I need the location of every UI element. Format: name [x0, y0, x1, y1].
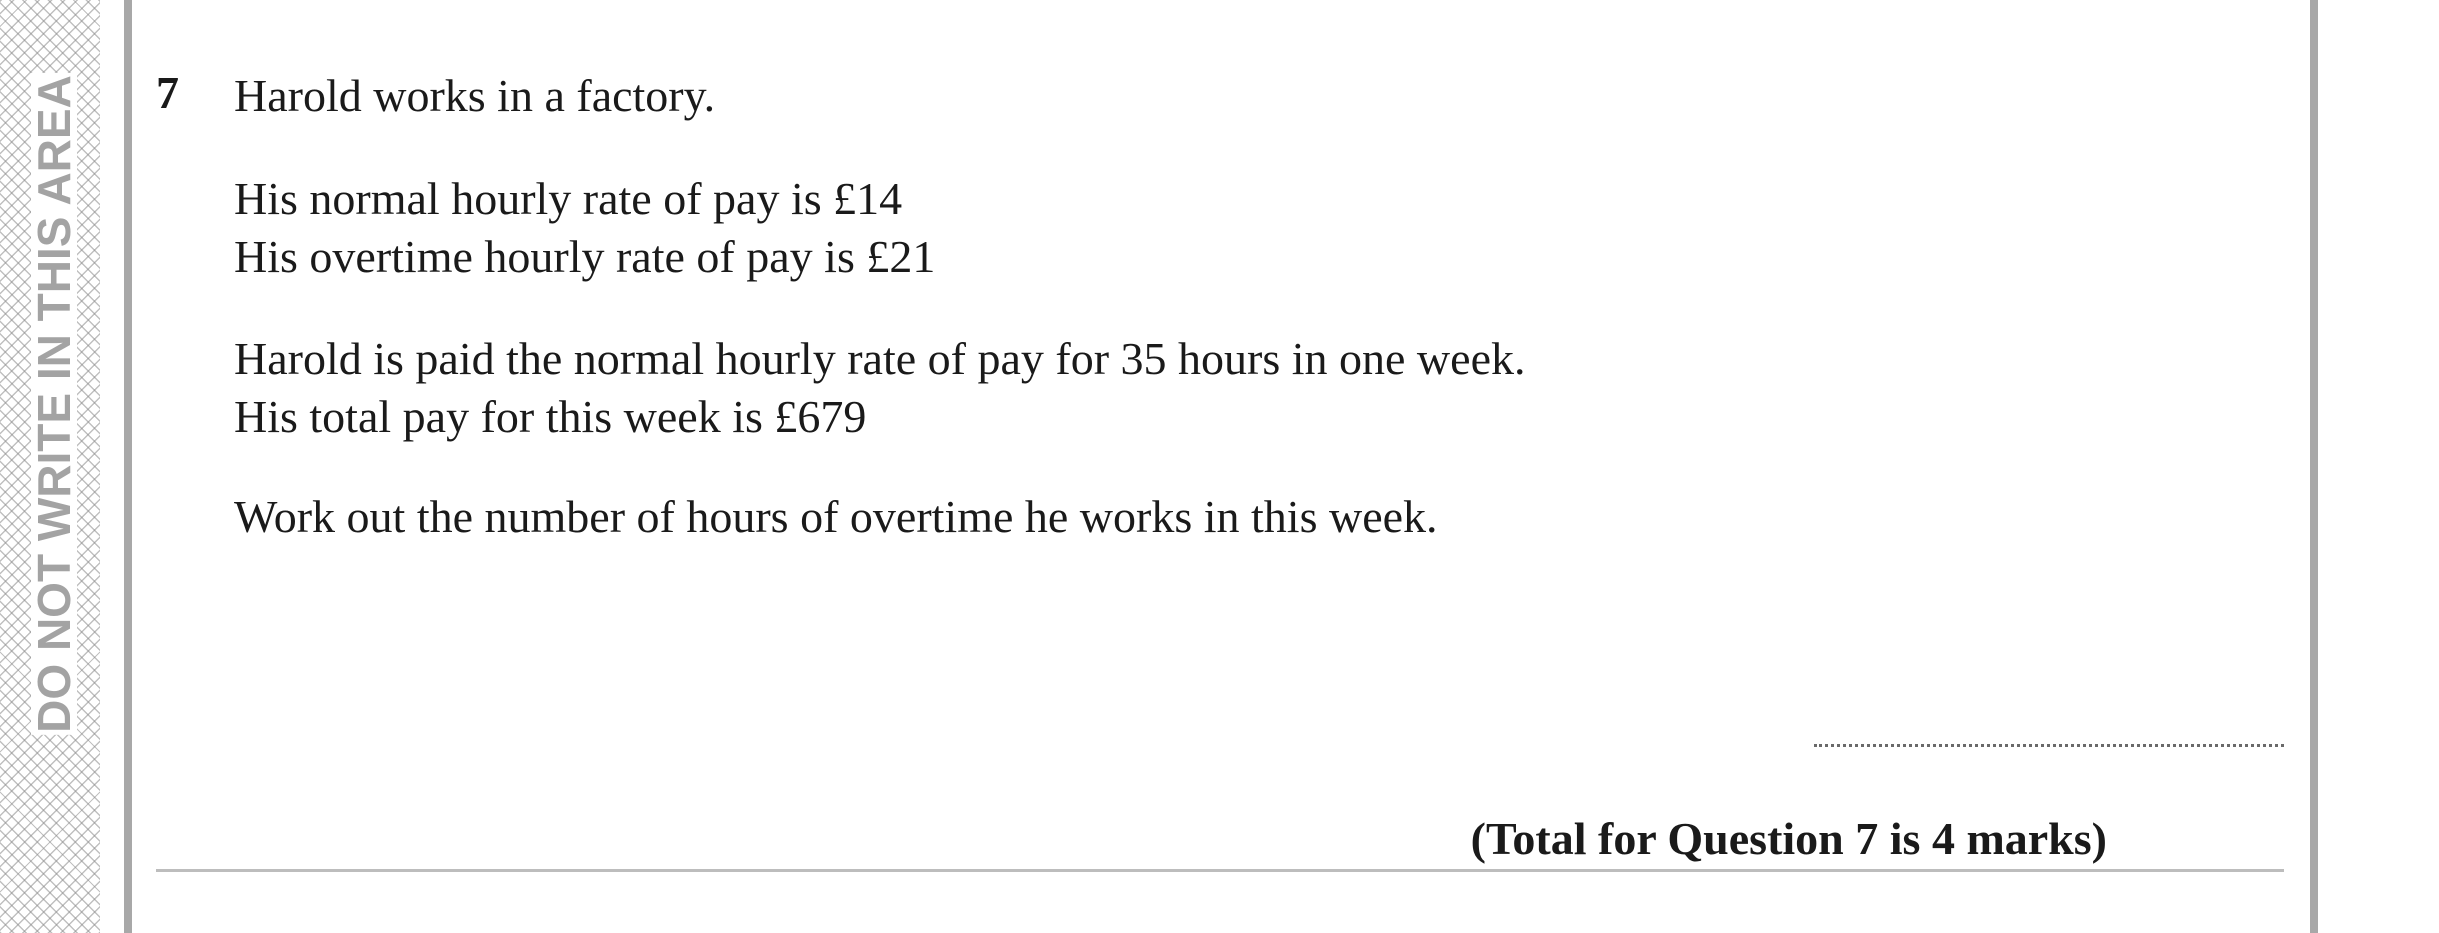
page-frame-right [2310, 0, 2318, 933]
question-task-text: Work out the number of hours of overtime he works in this week. [234, 491, 1438, 542]
normal-hours-text: Harold is paid the normal hourly rate of pay for 35 hours in one week. [234, 333, 1526, 384]
overtime-rate-text: His overtime hourly rate of pay is £21 [234, 231, 936, 282]
pay-rates [234, 170, 935, 286]
question-stem-text: Harold works in a factory. [234, 70, 716, 121]
answer-line[interactable] [1814, 744, 2284, 747]
question-total-marks: (Total for Question 7 is 4 marks) [1470, 813, 2107, 864]
question-stem [234, 67, 715, 125]
margin-warning-text: DO NOT WRITE IN THIS AREA [28, 75, 80, 733]
normal-rate-text: His normal hourly rate of pay is £14 [234, 173, 903, 224]
pay-info [234, 330, 1525, 446]
question-divider [156, 869, 2284, 872]
page-frame-left [124, 0, 132, 933]
question-number: 7 [156, 67, 179, 118]
question-task [234, 488, 1438, 546]
total-pay-text: His total pay for this week is £679 [234, 391, 867, 442]
